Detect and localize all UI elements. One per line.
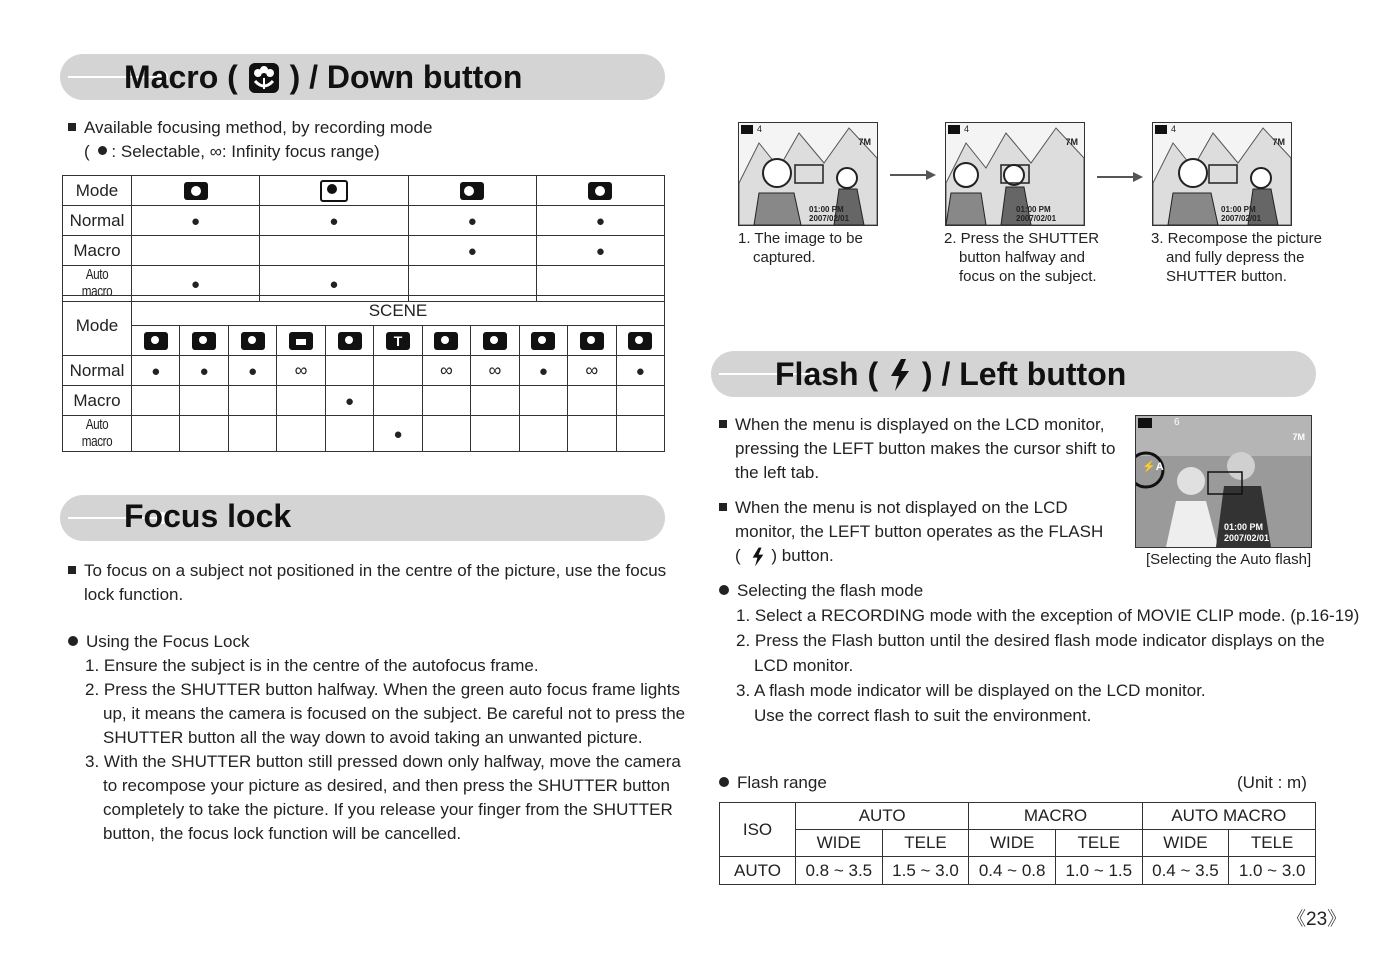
row-label: AUTO [720,857,796,885]
dis-mode-cell [260,176,409,206]
sub-header: WIDE [969,830,1056,857]
focus-step: 2. Press the SHUTTER button halfway. When the green auto focus frame lights [85,680,680,699]
empty-cell [568,386,616,416]
lcd-image-size: 7M [1272,137,1285,147]
landscape-cell [277,326,325,356]
caption-line: captured. [753,249,816,266]
lcd-shot-count: 4 [964,124,970,134]
movie-icon [460,182,484,200]
unit-label: (Unit : m) [1237,773,1307,792]
caption-line: focus on the subject. [959,268,1097,285]
scene-mode-table [62,295,665,452]
movie-mode-cell [408,176,536,206]
macro-title-prefix: Macro ( [124,59,238,96]
children-cell [228,326,276,356]
range-value: 1.0 ~ 1.5 [1055,857,1142,885]
row-label: Macro [63,236,132,266]
empty-cell [228,386,276,416]
focus-step-cont: button, the focus lock function will be cancelled. [103,824,462,843]
infinity-cell [568,356,616,386]
arrow-right-icon [890,168,936,182]
focus-lock-title: Focus lock [124,498,292,534]
empty-cell [471,386,519,416]
lcd-date: 2007/02/01 [1221,214,1262,223]
row-label [63,416,132,452]
macro-intro [68,116,432,164]
flash-para-line: When the menu is not displayed on the LCD [735,498,1068,517]
empty-cell [519,416,567,452]
flash-step: 1. Select a RECORDING mode with the exception of MOVIE CLIP mode. (p.16-19) [736,606,1360,625]
lcd-time: 01:00 PM [1016,205,1051,214]
focus-step-cont: completely to take the picture. If you release your finger from the SHUTTER [103,800,673,819]
macro-title-suffix: ) / Down button [289,59,523,96]
beach-cell [616,326,664,356]
square-bullet [719,503,727,511]
empty-cell [325,356,373,386]
text-icon: T [386,332,410,350]
sub-header: TELE [1055,830,1142,857]
focus-step: 3. With the SHUTTER button still pressed down only halfway, move the camera [85,752,681,771]
auto-flash-lcd-photo [1135,415,1312,548]
square-bullet [68,123,76,131]
focus-step-cont: up, it means the camera is focused on the subject. Be careful not to press the [103,704,686,723]
flash-title-suffix: ) / Left button [921,356,1127,393]
portrait-cell [180,326,228,356]
photo-time: 01:00 PM [1224,522,1264,532]
flash-step: 3. A flash mode indicator will be displayed on the LCD monitor. [736,681,1206,700]
focus-step: 1. Ensure the subject is in the centre of the autofocus frame. [85,656,539,675]
selectable-cell [228,356,276,386]
flash-bolt-icon [887,358,913,392]
caption-line: 2. Press the SHUTTER [944,230,1100,247]
flash-range-text: Flash range [737,773,827,792]
caption-line: and fully depress the [1166,249,1305,266]
lcd-illustration-1 [738,122,878,226]
empty-cell [519,386,567,416]
flash-step: 2. Press the Flash button until the desired flash mode indicator displays on the [736,631,1325,650]
flash-step-cont: Use the correct flash to suit the environment. [754,706,1092,725]
lcd-scene-drawing [739,123,877,225]
macro-flower-icon [247,61,281,95]
night-cell [132,326,180,356]
empty-cell [260,236,409,266]
firework-cell [568,326,616,356]
empty-cell [180,386,228,416]
macro-intro-line1: Available focusing method, by recording mode [84,118,433,137]
empty-cell [568,416,616,452]
infinity-cell [471,356,519,386]
flash-para-line: the left tab. [735,463,820,482]
group-header: MACRO [969,803,1142,830]
infinity-cell [422,356,470,386]
lcd-time: 01:00 PM [1221,205,1256,214]
range-value: 1.5 ~ 3.0 [882,857,969,885]
iso-header: ISO [720,803,796,857]
macro-section-title [124,57,522,96]
dawn-cell [471,326,519,356]
close-up-cell [325,326,373,356]
flash-range-label [719,771,827,795]
focus-step-cont: SHUTTER button all the way down to avoid taking an unwanted picture. [103,728,643,747]
macro-intro-selectable: : Selectable, [111,142,205,161]
empty-cell [277,416,325,452]
empty-cell [471,416,519,452]
focus-lock-intro-line1: To focus on a subject not positioned in the centre of the picture, use the focus [84,561,667,580]
selectable-cell [132,206,260,236]
lcd-shot-count: 4 [757,124,763,134]
flash-step-cont: LCD monitor. [754,656,854,675]
range-value: 1.0 ~ 3.0 [1229,857,1316,885]
group-header: AUTO MACRO [1142,803,1315,830]
dawn-icon [483,332,507,350]
empty-cell [132,236,260,266]
flash-para-line: When the menu is displayed on the LCD monitor, [735,415,1105,434]
mode-header: Mode [63,176,132,206]
night-icon [144,332,168,350]
infinity-icon: ∞ [209,142,222,161]
selectable-cell [260,206,409,236]
square-bullet [68,566,76,574]
selectable-cell [180,356,228,386]
camera-icon [184,182,208,200]
camera-mode-cell [132,176,260,206]
focus-lock-steps [68,630,685,846]
photo-shot-count: 6 [1174,417,1180,428]
focus-mode-table [62,175,665,302]
focus-step-cont: to recompose your picture as desired, and then press the SHUTTER button [103,776,670,795]
beach-icon [628,332,652,350]
focus-lock-section-header [60,495,665,541]
scene-header: SCENE [132,296,665,326]
row-label: Macro [63,386,132,416]
flash-para-line: pressing the LEFT button makes the cursor shift to [735,439,1116,458]
empty-cell [180,416,228,452]
using-focus-lock-label: Using the Focus Lock [86,632,250,651]
round-bullet [719,585,729,595]
selectable-cell [374,416,422,452]
program-icon [588,182,612,200]
infinity-cell [277,356,325,386]
portrait-icon [192,332,216,350]
group-header: AUTO [796,803,969,830]
illustration-caption-3 [1151,229,1322,286]
selecting-flash-mode-label: Selecting the flash mode [737,581,924,600]
lcd-illustration-3 [1152,122,1292,226]
caption-line: 3. Recompose the picture [1151,230,1322,247]
selectable-cell [616,356,664,386]
children-icon [241,332,265,350]
macro-intro-paren: ( [84,142,90,161]
mode-header: Mode [63,296,132,356]
selectable-cell [408,206,536,236]
focus-lock-intro [68,559,666,607]
flash-bolt-icon [749,547,767,567]
text-cell [374,326,422,356]
page-number: 《23》 [1287,909,1347,930]
flash-para-line: monitor, the LEFT button operates as the FLASH [735,522,1104,541]
sub-header: TELE [1229,830,1316,857]
empty-cell [132,416,180,452]
selectable-cell [132,356,180,386]
flash-range-table [719,802,1316,885]
flash-para-end: ) button. [771,546,834,565]
backlight-cell [519,326,567,356]
round-bullet [68,636,78,646]
macro-intro-infinity: : Infinity focus range) [221,142,380,161]
flash-section-header [711,351,1316,397]
macro-section-header [60,54,665,100]
empty-cell [374,386,422,416]
flash-section-title [775,354,1126,393]
caption-line: SHUTTER button. [1166,268,1287,285]
lcd-scene-drawing [946,123,1084,225]
sunset-icon [434,332,458,350]
auto-flash-indicator-icon: ⚡A [1142,461,1164,473]
selectable-cell [325,386,373,416]
flash-title-prefix: Flash ( [775,356,879,393]
lcd-date: 2007/02/01 [809,214,850,223]
empty-cell [616,416,664,452]
lcd-shot-count: 4 [1171,124,1177,134]
program-mode-cell [536,176,664,206]
row-label: Normal [63,206,132,236]
empty-cell [277,386,325,416]
empty-cell [422,416,470,452]
lcd-illustration-2 [945,122,1085,226]
empty-cell [374,356,422,386]
firework-icon [580,332,604,350]
flash-para2 [719,496,1103,568]
range-value: 0.4 ~ 3.5 [1142,857,1229,885]
arrow-right-icon [1097,170,1143,184]
square-bullet [719,420,727,428]
row-label-text: Auto macro [81,266,113,300]
sub-header: WIDE [1142,830,1229,857]
caption-line: 1. The image to be [738,230,863,247]
empty-cell [132,386,180,416]
lcd-image-size: 7M [1065,137,1078,147]
range-value: 0.4 ~ 0.8 [969,857,1056,885]
lcd-date: 2007/02/01 [1016,214,1057,223]
lcd-image-size: 7M [858,137,871,147]
empty-cell [325,416,373,452]
sub-header: TELE [882,830,969,857]
sub-header: WIDE [796,830,883,857]
flash-para-paren: ( [735,546,741,565]
caption-line: button halfway and [959,249,1085,266]
selectable-cell [536,206,664,236]
scene-icons-row [63,326,665,356]
selectable-cell [408,236,536,266]
selectable-dot-icon [98,146,107,155]
close-up-icon [338,332,362,350]
photo-image-size: 7M [1292,432,1305,442]
row-label: Normal [63,356,132,386]
flash-para1 [719,413,1115,485]
illustration-caption-1 [738,229,863,267]
empty-cell [616,386,664,416]
range-value: 0.8 ~ 3.5 [796,857,883,885]
empty-cell [422,386,470,416]
dis-icon [320,180,348,202]
focus-lock-intro-line2: lock function. [84,585,184,604]
empty-cell [228,416,276,452]
illustration-caption-2 [944,229,1099,286]
selectable-cell [536,236,664,266]
lcd-time: 01:00 PM [809,205,844,214]
selectable-cell [519,356,567,386]
photo-caption: [Selecting the Auto flash] [1146,551,1312,568]
round-bullet [719,777,729,787]
landscape-icon [289,332,313,350]
sunset-cell [422,326,470,356]
flash-mode-steps [719,579,1359,728]
photo-date: 2007/02/01 [1224,533,1270,543]
backlight-icon [531,332,555,350]
row-label-text: Auto macro [81,416,113,450]
